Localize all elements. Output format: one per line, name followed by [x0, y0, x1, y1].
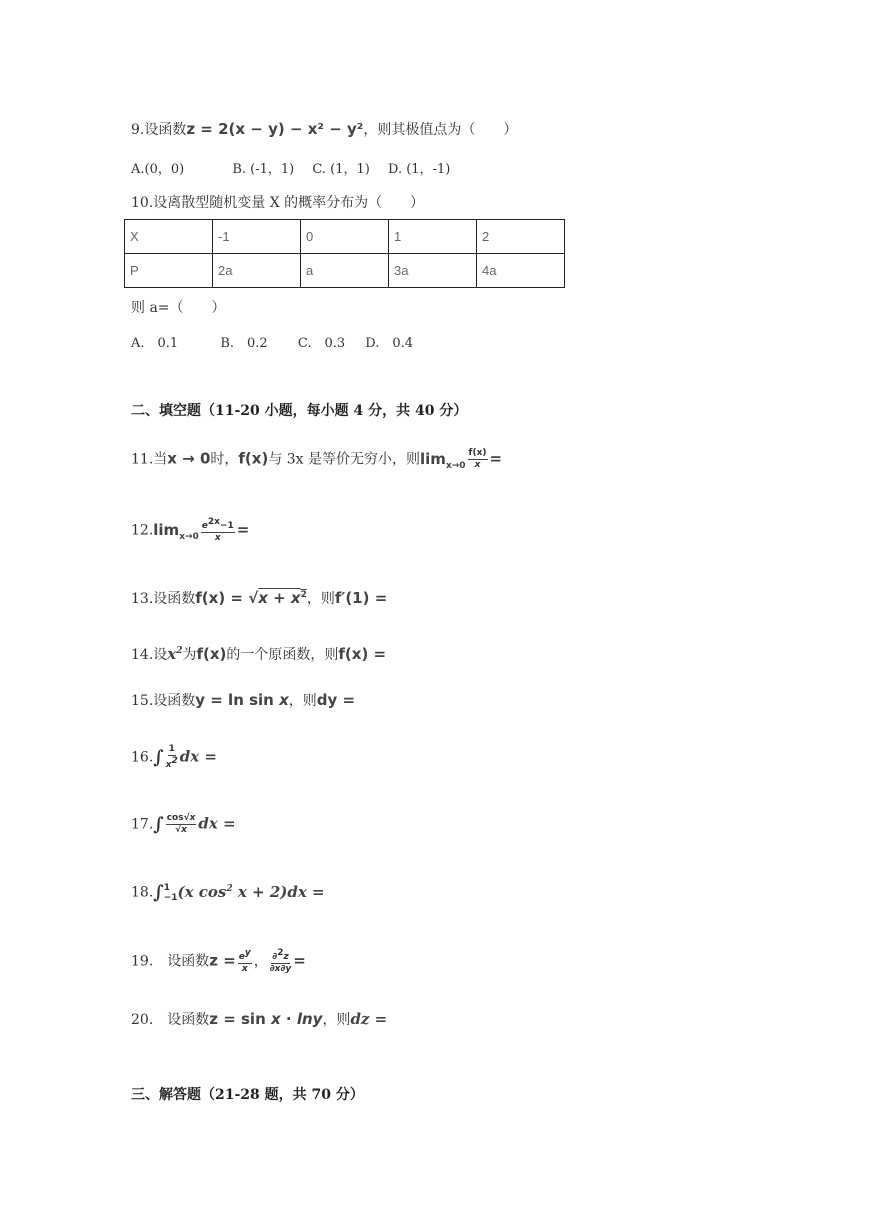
q13-text: ，则	[306, 591, 335, 607]
q9-formula: z = 2(x − y) − x² − y²	[186, 120, 364, 138]
question-12	[131, 517, 249, 544]
q14-formula: f(x)	[196, 645, 227, 663]
question-19	[131, 948, 306, 975]
table-cell: 2	[477, 220, 565, 254]
integral-sign: ∫	[153, 882, 164, 903]
q20-formula: z = sin x · lny	[209, 1010, 323, 1028]
q19-text: ，	[253, 953, 268, 970]
q10-followup: 则 a=（ ）	[131, 300, 226, 316]
q19-formula: z =	[209, 951, 236, 970]
q14-formula: $x^2$	[167, 645, 183, 663]
q17-formula: dx =	[198, 814, 236, 833]
q9-suffix: ，则其极值点为（ ）	[363, 122, 518, 138]
q17-text: 17.	[131, 816, 154, 833]
q9-option-a: A.(0，0)	[131, 162, 185, 177]
q11-text: 时，	[210, 451, 239, 468]
section-3-heading: 三、解答题（21-28 题，共 70 分）	[131, 1087, 364, 1103]
q13-text: 13.设函数	[131, 591, 196, 607]
question-13	[131, 588, 387, 608]
q14-text: 为	[182, 647, 197, 663]
q16-formula: dx =	[179, 747, 218, 766]
table-row	[125, 254, 565, 288]
question-10: 10.设离散型随机变量 X 的概率分布为（ ）	[131, 195, 425, 211]
q10-options	[131, 332, 413, 351]
q13-formula: f′(1) =	[334, 589, 388, 607]
table-row	[125, 220, 565, 254]
q11-formula: x → 0	[167, 449, 211, 468]
q11-formula: =	[489, 449, 503, 468]
q19-formula: =	[293, 951, 306, 970]
q16-fraction: $\frac{1}{x^2}$	[165, 744, 178, 770]
q15-formula: dy =	[316, 691, 356, 709]
q10-option-d: D. 0.4	[365, 336, 414, 351]
question-15	[131, 690, 355, 710]
q12-formula: =	[236, 520, 250, 539]
question-18	[131, 882, 325, 903]
q11-text: 与 3x 是等价无穷小，则	[268, 451, 421, 468]
q19-text: 19. 设函数	[131, 953, 210, 970]
q18-text: 18.	[131, 884, 154, 901]
q10-option-b: B. 0.2	[220, 336, 268, 351]
section-2-heading: 二、填空题（11-20 小题，每小题 4 分，共 40 分）	[131, 403, 468, 419]
question-9	[131, 119, 517, 139]
q20-text: 20. 设函数	[131, 1012, 210, 1028]
integral-sign: ∫	[153, 747, 164, 768]
q14-text: 的一个原函数，则	[226, 647, 339, 663]
q16-text: 16.	[131, 749, 154, 766]
q9-option-b: B. (-1，1)	[232, 162, 295, 177]
q15-formula: y = ln sin x	[195, 691, 289, 709]
question-16	[131, 744, 217, 771]
q9-option-d: D. (1，-1)	[387, 162, 451, 177]
table-cell: P	[125, 254, 213, 288]
q10-option-a: A. 0.1	[131, 336, 179, 351]
table-cell: a	[301, 254, 389, 288]
q15-text: 15.设函数	[131, 693, 196, 709]
integral-sign: ∫	[153, 814, 164, 835]
q9-option-c: C. (1，1)	[312, 162, 370, 177]
q15-text: ，则	[288, 693, 317, 709]
table-cell: X	[125, 220, 213, 254]
table-cell: 1	[389, 220, 477, 254]
q13-formula: $f(x) = √x + x^2$	[195, 589, 307, 607]
q19-partial-fraction: $\frac{\partial^2z}{\partial x\partial y}$	[269, 948, 292, 974]
probability-table	[124, 219, 565, 288]
q9-prefix: 9.设函数	[131, 122, 187, 138]
question-14	[131, 644, 386, 664]
table-cell: -1	[213, 220, 301, 254]
q11-formula: $\lim_{x\to 0}$	[420, 449, 466, 471]
q20-text: ，则	[322, 1012, 351, 1028]
q10-option-c: C. 0.3	[297, 336, 346, 351]
table-cell: 2a	[213, 254, 301, 288]
q14-formula: f(x) =	[338, 645, 387, 663]
table-cell: 3a	[389, 254, 477, 288]
q18-formula: (x $\cos^2 x + 2)dx$ =	[177, 882, 325, 901]
q12-formula: $\lim_{x\to 0}$	[153, 520, 199, 542]
integral-limits: 1 −1	[163, 882, 178, 903]
q12-fraction: $\frac{e^{2x}-1}{x}$	[201, 517, 234, 543]
q20-formula: dz =	[350, 1010, 388, 1028]
q11-text: 11.当	[131, 451, 168, 468]
q9-options	[131, 158, 450, 177]
q14-text: 14.设	[131, 647, 168, 663]
question-20	[131, 1009, 387, 1029]
question-11	[131, 448, 502, 471]
q11-fraction: $\frac{f(x)}{x}$	[468, 448, 487, 470]
q17-fraction: $\frac{\cos√x}{√x}$	[166, 813, 196, 835]
table-cell: 4a	[477, 254, 565, 288]
q12-text: 12.	[131, 522, 154, 539]
q11-formula: f(x)	[238, 449, 269, 468]
table-cell: 0	[301, 220, 389, 254]
q19-fraction: $\frac{e^y}{x}$	[238, 948, 251, 974]
question-17	[131, 813, 236, 836]
